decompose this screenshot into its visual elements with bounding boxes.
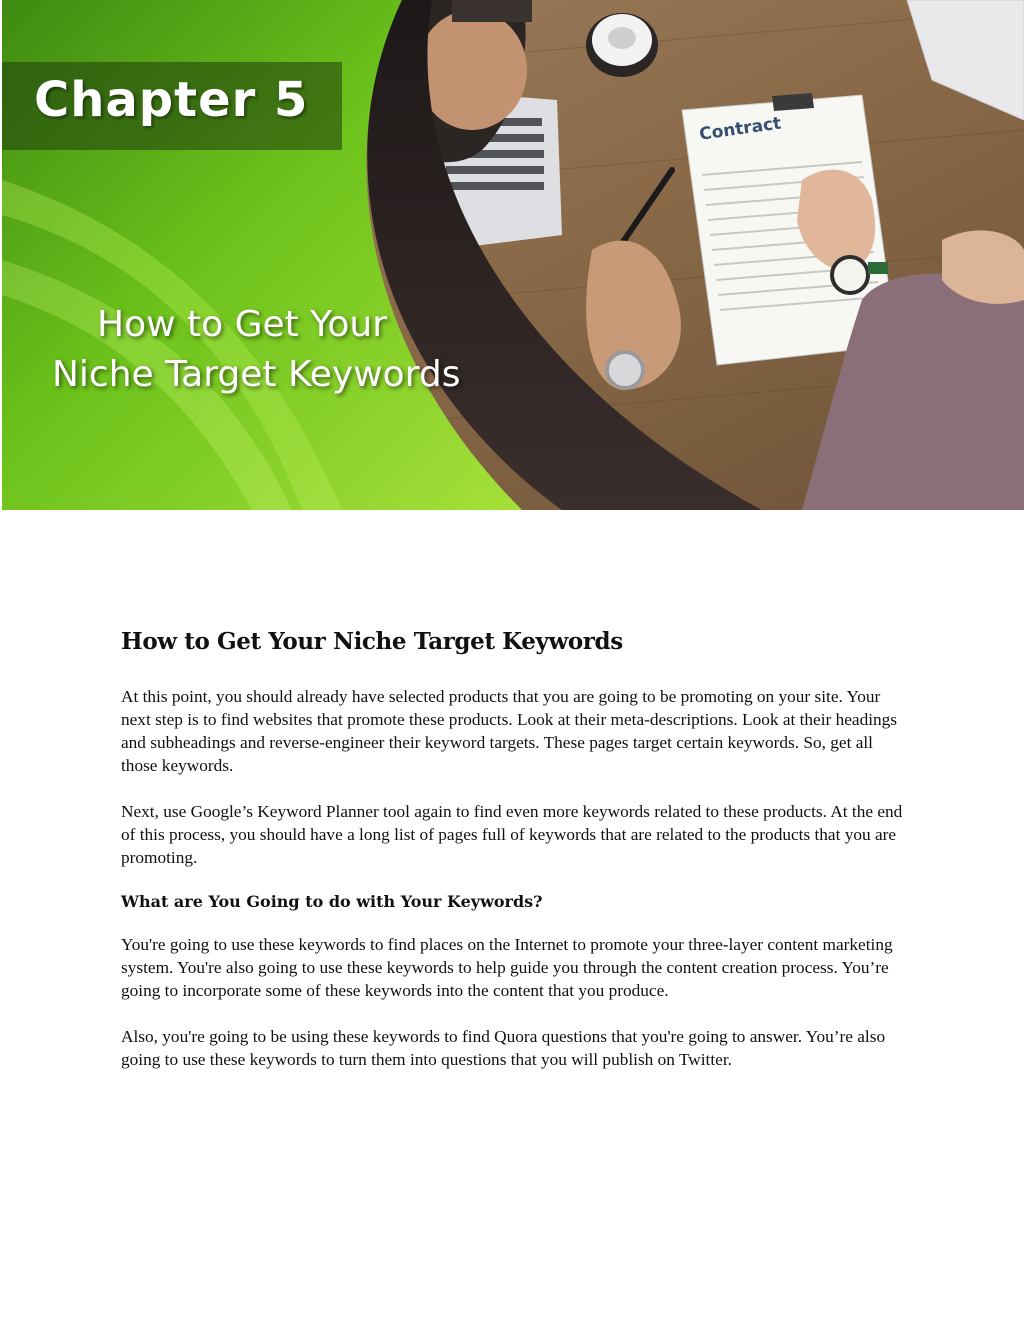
banner-subtitle-line2: Niche Target Keywords [52, 354, 461, 395]
contract-label: Contract [698, 113, 783, 145]
chapter-banner [2, 0, 1024, 510]
banner-subtitle [52, 300, 460, 400]
article-title: How to Get Your Niche Target Keywords [121, 628, 623, 655]
woman-watch [832, 257, 868, 293]
paragraph: At this point, you should already have selected products that you are going to be promoting on your site. Your next step is to find websites that promote these products. Look at their meta-descriptions. Look at their headings and subheadings and reverse-engineer their keyword targets. These pages target certain keywords. So, get all those keywords. [121, 687, 898, 775]
paragraph: Also, you're going to be using these keywords to find Quora questions that you're going to answer. You’re also going to use these keywords to turn them into questions that you will publish on Twitter. [121, 1027, 886, 1069]
man-watch [607, 352, 643, 388]
article-body [121, 628, 911, 1094]
paragraph: You're going to use these keywords to find places on the Internet to promote your three-layer content marketing system. You're also going to use these keywords to help guide you through the content creation process. You’re going to incorporate some of these keywords into the content that you produce. [121, 935, 893, 1000]
section-subheading: What are You Going to do with Your Keywords? [121, 892, 543, 911]
chapter-label: Chapter 5 [34, 72, 309, 128]
banner-subtitle-line1: How to Get Your [97, 304, 388, 345]
paragraph: Next, use Google’s Keyword Planner tool again to find even more keywords related to these products. At the end of this process, you should have a long list of pages full of keywords that are related to the products that you are promoting. [121, 802, 903, 867]
